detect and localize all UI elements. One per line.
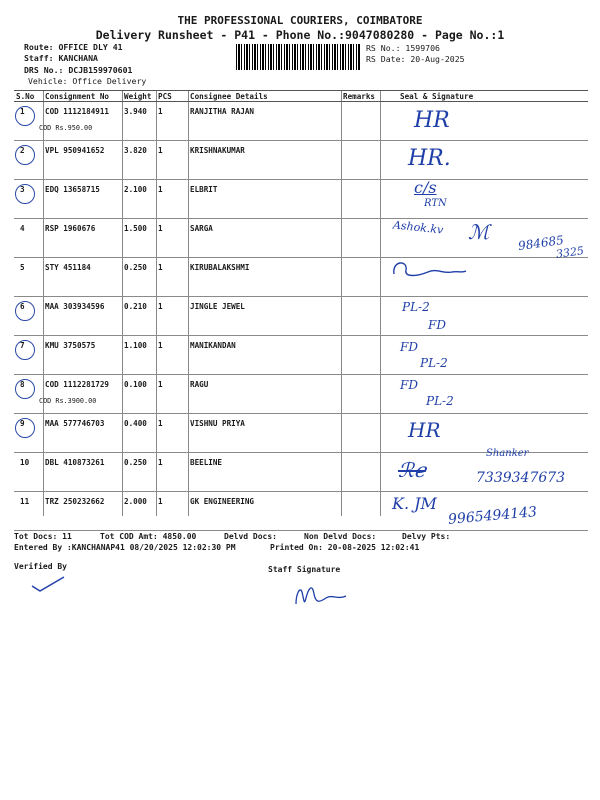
sno-cell: 2 <box>14 141 43 180</box>
table-row <box>14 297 588 336</box>
signature-row-5 <box>388 256 468 282</box>
weight-cell: 2.100 <box>122 180 156 219</box>
signature-row-2: HR. <box>408 146 451 171</box>
circle-mark <box>15 301 35 321</box>
circle-mark <box>15 418 35 438</box>
remarks-cell <box>341 258 380 297</box>
signature-row-1: HR <box>414 108 450 133</box>
staff-label: Staff: KANCHANA <box>24 53 98 63</box>
signature-row-4-phone: 984685 <box>517 232 565 254</box>
weight-cell: 0.250 <box>122 453 156 492</box>
remarks-cell <box>341 492 380 531</box>
table-row <box>14 102 588 141</box>
sno-cell: 5 <box>14 258 43 297</box>
weight-cell: 1.100 <box>122 336 156 375</box>
pcs-cell: 1 <box>156 219 188 258</box>
consignee-cell: BEELINE <box>188 453 341 492</box>
runsheet-title: Delivery Runsheet - P41 - Phone No.:9047080280 - Page No.:1 <box>95 28 505 42</box>
signature-row-10-name: Shanker <box>486 448 529 459</box>
sno-cell: 9 <box>14 414 43 453</box>
staff-signature-mark <box>290 576 350 610</box>
header-consignment: Consignment No <box>43 91 122 102</box>
signature-row-7-bottom: PL-2 <box>420 356 448 370</box>
circle-mark <box>15 106 35 126</box>
verified-by-label: Verified By <box>14 562 67 571</box>
signature-row-8-top: FD <box>400 378 418 392</box>
circle-mark <box>15 184 35 204</box>
delivery-points: Delvy Pts: <box>402 532 451 541</box>
cod-amount: COD Rs.950.00 <box>39 124 93 132</box>
consignee-cell: RANJITHA RAJAN <box>188 102 341 141</box>
sno-cell: 11 <box>14 492 43 531</box>
header-remarks: Remarks <box>341 91 380 102</box>
pcs-cell: 1 <box>156 375 188 414</box>
pcs-cell: 1 <box>156 453 188 492</box>
printed-on: Printed On: 20-08-2025 12:02:41 <box>270 543 420 552</box>
remarks-cell <box>341 219 380 258</box>
consignment-cell: DBL 410873261 <box>43 453 122 492</box>
table-row <box>14 141 588 180</box>
consignee-cell: SARGA <box>188 219 341 258</box>
remarks-cell <box>341 414 380 453</box>
seal-cell <box>380 180 588 219</box>
consignment-cell: STY 451184 <box>43 258 122 297</box>
consignment-cell: EDQ 13658715 <box>43 180 122 219</box>
pcs-cell: 1 <box>156 297 188 336</box>
table-header-row <box>14 91 588 102</box>
rs-date: RS Date: 20-Aug-2025 <box>366 54 465 64</box>
signature-row-3-top: c/s <box>414 178 437 197</box>
remarks-cell <box>341 375 380 414</box>
pcs-cell: 1 <box>156 180 188 219</box>
rs-number: RS No.: 1599706 <box>366 43 440 53</box>
sno-cell: 3 <box>14 180 43 219</box>
consignment-cell: VPL 950941652 <box>43 141 122 180</box>
barcode <box>236 44 360 70</box>
verified-tick-mark <box>30 574 66 594</box>
consignee-cell: KIRUBALAKSHMI <box>188 258 341 297</box>
remarks-cell <box>341 102 380 141</box>
header-seal: Seal & Signature <box>380 91 588 102</box>
remarks-cell <box>341 453 380 492</box>
signature-row-4-phone-cont: 3325 <box>555 244 585 261</box>
consignee-cell: ELBRIT <box>188 180 341 219</box>
header-sno: S.No <box>14 91 43 102</box>
remarks-cell <box>341 336 380 375</box>
signature-row-7-top: FD <box>400 340 418 354</box>
pcs-cell: 1 <box>156 102 188 141</box>
weight-cell: 0.210 <box>122 297 156 336</box>
signature-row-9: HR <box>408 418 441 442</box>
remarks-cell <box>341 141 380 180</box>
consignment-cell: COD 1112184911 COD Rs.950.00 <box>43 102 122 141</box>
consignee-cell: MANIKANDAN <box>188 336 341 375</box>
sno-cell: 6 <box>14 297 43 336</box>
non-delivered-docs: Non Delvd Docs: <box>304 532 377 541</box>
signature-row-8-bottom: PL-2 <box>426 394 454 408</box>
remarks-cell <box>341 180 380 219</box>
circle-mark <box>15 145 35 165</box>
consignee-cell: KRISHNAKUMAR <box>188 141 341 180</box>
consignment-cell: MAA 303934596 <box>43 297 122 336</box>
consignee-cell: VISHNU PRIYA <box>188 414 341 453</box>
signature-row-10-phone: 7339347673 <box>476 470 566 486</box>
signature-row-4-scribble: ℳ <box>468 220 490 244</box>
signature-row-3-bottom: RTN <box>424 198 447 209</box>
consignment-cell: COD 1112281729 COD Rs.3900.00 <box>43 375 122 414</box>
runsheet-table <box>14 90 588 531</box>
total-docs: Tot Docs: 11 <box>14 532 72 541</box>
seal-cell <box>380 102 588 141</box>
sno-cell: 7 <box>14 336 43 375</box>
consignment-cell: MAA 577746703 <box>43 414 122 453</box>
pcs-cell: 1 <box>156 141 188 180</box>
delivered-docs: Delvd Docs: <box>224 532 277 541</box>
weight-cell: 1.500 <box>122 219 156 258</box>
signature-row-4-name: Ashok.kv <box>392 218 444 237</box>
staff-signature-label: Staff Signature <box>268 565 341 574</box>
consignment-cell: TRZ 250232662 <box>43 492 122 531</box>
signature-row-6-top: PL-2 <box>402 300 430 314</box>
weight-cell: 0.100 <box>122 375 156 414</box>
consignee-cell: RAGU <box>188 375 341 414</box>
drs-number: DRS No.: DCJB159970601 <box>24 65 133 75</box>
circle-mark <box>15 379 35 399</box>
pcs-cell: 1 <box>156 258 188 297</box>
signature-row-11-phone: 9965494143 <box>447 504 538 528</box>
table-row <box>14 375 588 414</box>
pcs-cell: 1 <box>156 336 188 375</box>
table-row <box>14 258 588 297</box>
circle-mark <box>15 340 35 360</box>
table-row <box>14 219 588 258</box>
pcs-cell: 1 <box>156 414 188 453</box>
signature-row-10-mark: ℛℯ <box>398 458 426 482</box>
sno-cell: 8 <box>14 375 43 414</box>
header-consignee: Consignee Details <box>188 91 341 102</box>
table-row <box>14 414 588 453</box>
sno-cell: 1 <box>14 102 43 141</box>
consignee-cell: GK ENGINEERING <box>188 492 341 531</box>
weight-cell: 3.820 <box>122 141 156 180</box>
entered-by: Entered By :KANCHANAP41 08/20/2025 12:02:30 PM <box>14 543 236 552</box>
consignee-cell: JINGLE JEWEL <box>188 297 341 336</box>
sno-cell: 4 <box>14 219 43 258</box>
header-pcs: PCS <box>156 91 188 102</box>
weight-cell: 2.000 <box>122 492 156 531</box>
company-title: THE PROFESSIONAL COURIERS, COIMBATORE <box>177 14 423 27</box>
weight-cell: 0.400 <box>122 414 156 453</box>
total-cod-amount: Tot COD Amt: 4850.00 <box>100 532 197 541</box>
signature-row-11-name: K. JM <box>392 494 437 513</box>
pcs-cell: 1 <box>156 492 188 531</box>
table-row <box>14 336 588 375</box>
sno-cell: 10 <box>14 453 43 492</box>
signature-row-6-bottom: FD <box>428 318 446 332</box>
table-row <box>14 180 588 219</box>
consignment-cell: RSP 1960676 <box>43 219 122 258</box>
consignment-cell: KMU 3750575 <box>43 336 122 375</box>
vehicle-label: Vehicle: Office Delivery <box>28 76 147 86</box>
weight-cell: 3.940 <box>122 102 156 141</box>
weight-cell: 0.250 <box>122 258 156 297</box>
remarks-cell <box>341 297 380 336</box>
header-weight: Weight <box>122 91 156 102</box>
cod-amount: COD Rs.3900.00 <box>39 397 97 405</box>
route-label: Route: OFFICE DLY 41 <box>24 42 123 52</box>
